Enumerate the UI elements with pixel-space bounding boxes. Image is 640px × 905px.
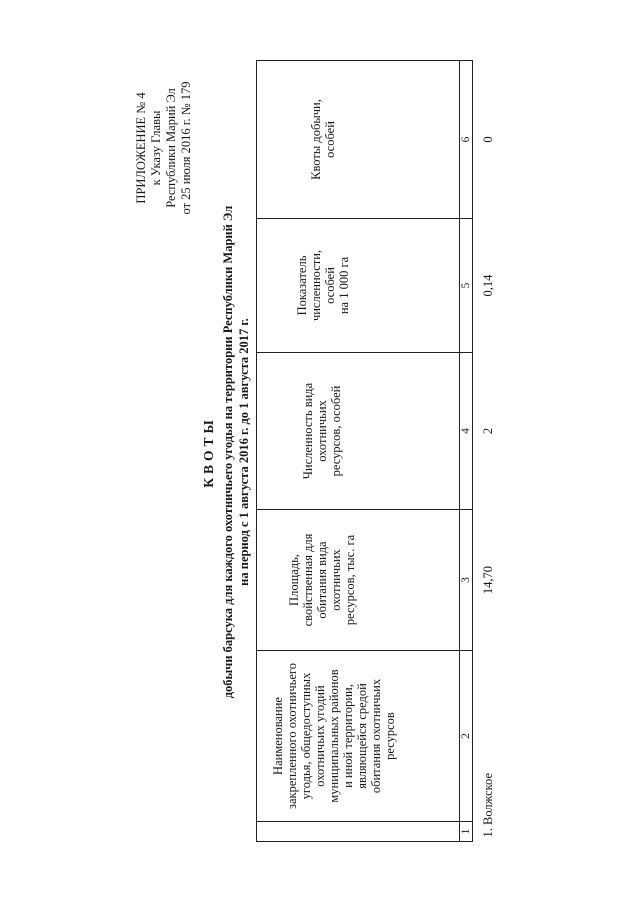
population-cell: 2 [481, 427, 495, 435]
header-line: закрепленного охотничьего [285, 663, 299, 809]
column-number: 2 [460, 651, 473, 822]
table-row [473, 61, 522, 842]
subtitle-line: на период с 1 августа 2016 г. до 1 августа 2017 г. [237, 318, 251, 586]
column-header-quota [257, 61, 460, 219]
column-number: 5 [460, 219, 473, 353]
column-header-population [257, 353, 460, 510]
header-line: особей [323, 267, 337, 304]
header-line: обитания вида [315, 541, 329, 619]
header-line: особей [323, 121, 337, 158]
header-line: Наименование [271, 697, 285, 775]
column-number: 1 [460, 822, 473, 842]
quota-table [256, 60, 521, 842]
header-line: являющейся средой [355, 683, 369, 789]
appendix-line: Республики Марий Эл [164, 88, 178, 208]
header-line: охотничьих [315, 400, 329, 462]
hunting-ground-name: 1. Волжское [481, 772, 495, 838]
header-line: Площадь, [287, 554, 301, 606]
header-line: Численность вида [301, 382, 315, 480]
header-line: Квоты добычи, [309, 99, 323, 180]
header-line: охотничьих угодий [313, 685, 327, 787]
column-header-area [257, 510, 460, 651]
appendix-line: к Указу Главы [149, 110, 163, 186]
column-number: 4 [460, 353, 473, 510]
column-header-density [257, 219, 460, 353]
header-line: муниципальных районов [327, 669, 341, 803]
habitat-area-cell: 14,70 [481, 565, 495, 595]
header-line: и иной территории, [341, 684, 355, 788]
header-line: свойственная для [301, 533, 315, 627]
table-header-row [257, 61, 460, 842]
column-number: 3 [460, 510, 473, 651]
column-number: 6 [460, 61, 473, 219]
header-line: угодья, общедоступных [299, 672, 313, 800]
rotated-document [130, 62, 510, 842]
column-header-name [257, 651, 460, 822]
quota-cell: 0 [481, 136, 495, 143]
appendix-header [134, 50, 194, 246]
header-line: ресурсов, тыс. га [343, 534, 357, 626]
document-subtitle [220, 62, 252, 842]
document-title: КВОТЫ [201, 416, 216, 488]
appendix-line: ПРИЛОЖЕНИЕ № 4 [134, 92, 148, 204]
density-cell: 0,14 [481, 274, 495, 297]
header-line: численности, [309, 249, 323, 322]
column-number-row [460, 61, 473, 842]
header-line: ресурсов, особей [329, 385, 343, 477]
header-line: охотничьих [329, 549, 343, 611]
header-line: ресурсов [383, 712, 397, 760]
column-header-1 [257, 822, 460, 842]
appendix-line: от 25 июля 2016 г. № 179 [179, 81, 193, 215]
header-line: обитания охотничьих [369, 678, 383, 794]
header-line: Показатель [295, 255, 309, 316]
subtitle-line: добычи барсука для каждого охотничьего угодья на территории Республики Марий Эл [221, 205, 235, 699]
header-line: на 1 000 га [337, 256, 351, 315]
